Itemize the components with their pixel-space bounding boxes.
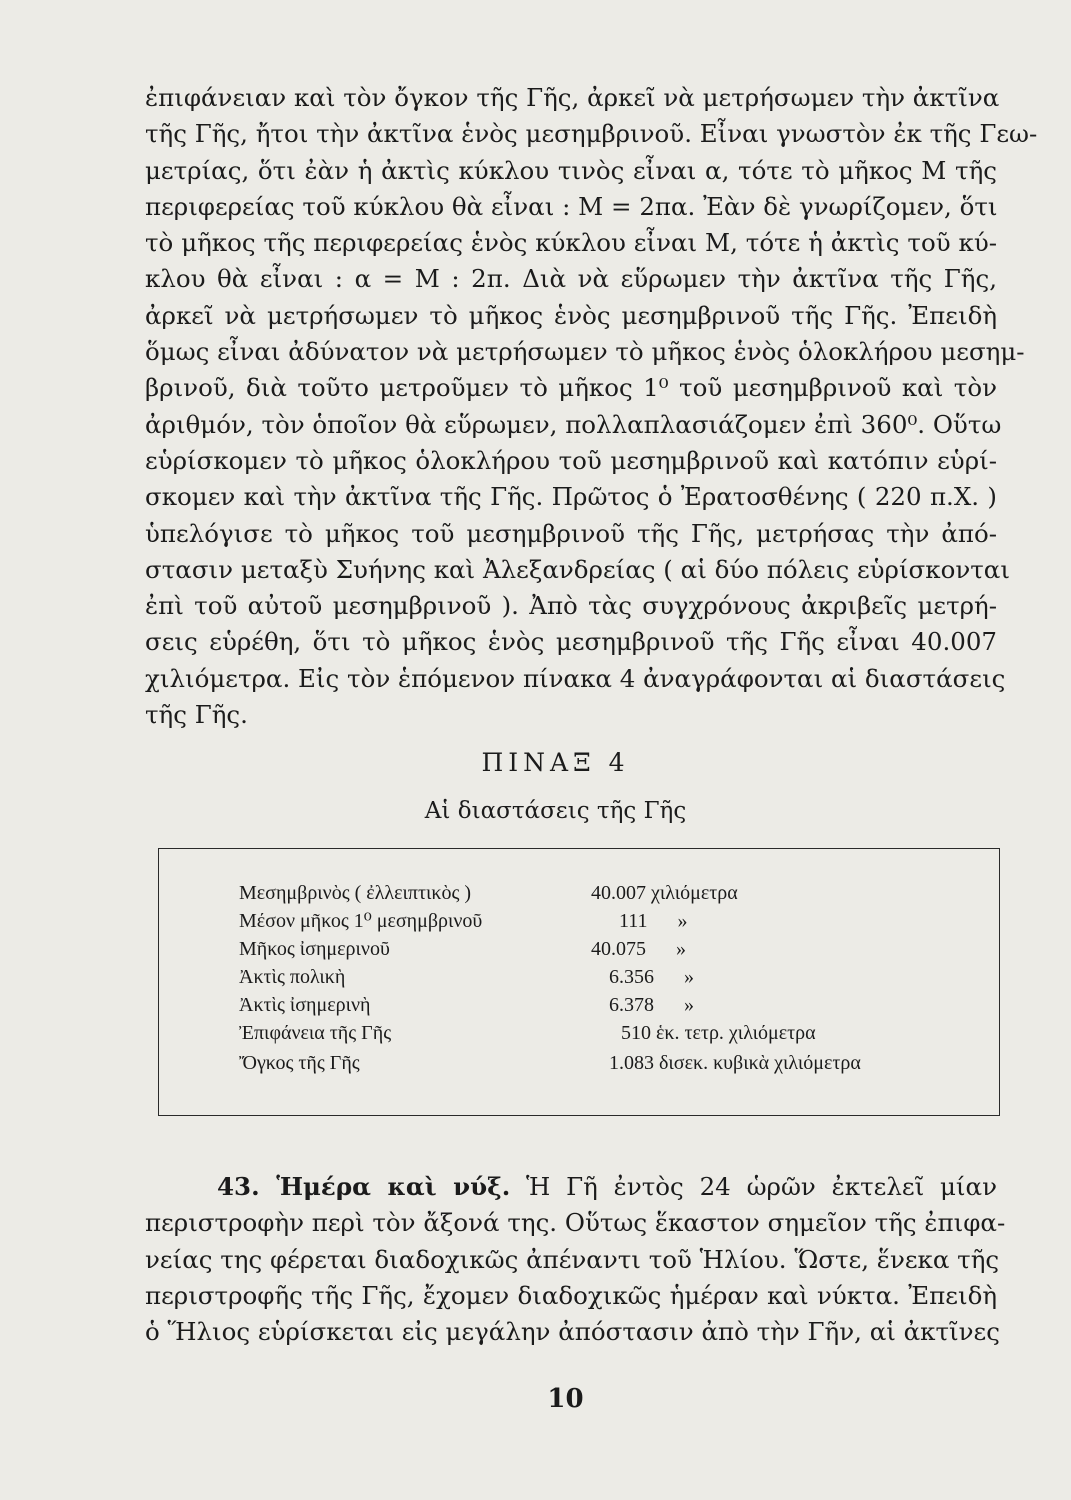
table-row xyxy=(159,935,999,963)
page-number: 10 xyxy=(547,1384,584,1414)
row-label: Ἀκτὶς ἰσημερινὴ xyxy=(239,994,371,1016)
row-value: 111 » xyxy=(619,910,688,932)
text-line: ὑπελόγισε τὸ μῆκος τοῦ μεσημβρινοῦ τῆς Γῆς, μετρήσας τὴν ἀπό- xyxy=(145,518,997,548)
table-row xyxy=(159,1049,999,1077)
table-row xyxy=(159,963,999,991)
text-line: ἐπὶ τοῦ αὐτοῦ μεσημβρινοῦ ). Ἀπὸ τὰς συγχρόνους ἀκριβεῖς μετρή- xyxy=(145,591,997,621)
text-line: ὁ Ἥλιος εὑρίσκεται εἰς μεγάλην ἀπόστασιν ἀπὸ τὴν Γῆν, αἱ ἀκτῖνες xyxy=(145,1317,1000,1347)
text-line: τῆς Γῆς. xyxy=(145,700,248,730)
top-paragraph xyxy=(145,80,1038,733)
text-line: περιφερείας τοῦ κύκλου θὰ εἶναι : Μ = 2πα. Ἐὰν δὲ γνωρίζομεν, ὅτι xyxy=(145,191,998,221)
section-first-line: Ἡ Γῆ ἐντὸς 24 ὡρῶν ἐκτελεῖ μίαν xyxy=(526,1172,997,1201)
text-line: σεις εὑρέθη, ὅτι τὸ μῆκος ἑνὸς μεσημβρινοῦ τῆς Γῆς εἶναι 40.007 xyxy=(145,627,997,657)
row-label: Ὄγκος τῆς Γῆς xyxy=(239,1052,360,1074)
row-value: 510 ἑκ. τετρ. χιλιόμετρα xyxy=(621,1022,816,1044)
text-line: σκομεν καὶ τὴν ἀκτῖνα τῆς Γῆς. Πρῶτος ὁ Ἐρατοσθένης ( 220 π.Χ. ) xyxy=(145,482,997,512)
section-paragraph xyxy=(145,1169,1006,1350)
text-line: ὅμως εἶναι ἀδύνατον νὰ μετρήσωμεν τὸ μῆκος ἑνὸς ὁλοκλήρου μεσημ- xyxy=(145,337,1025,367)
earth-dimensions-table xyxy=(158,848,1000,1116)
text-line: τὸ μῆκος τῆς περιφερείας ἑνὸς κύκλου εἶναι Μ, τότε ἡ ἀκτὶς τοῦ κύ- xyxy=(145,228,997,258)
row-label: Μέσον μῆκος 1⁰ μεσημβρινοῦ xyxy=(239,910,483,932)
text-line: χιλιόμετρα. Εἰς τὸν ἑπόμενον πίνακα 4 ἀναγράφονται αἱ διαστάσεις xyxy=(145,663,1006,693)
text-line: περιστροφῆς τῆς Γῆς, ἔχομεν διαδοχικῶς ἡμέραν καὶ νύκτα. Ἐπειδὴ xyxy=(145,1280,997,1310)
text-line: κλου θὰ εἶναι : α = Μ : 2π. Διὰ νὰ εὕρωμεν τὴν ἀκτῖνα τῆς Γῆς, xyxy=(145,264,997,294)
text-line: νείας της φέρεται διαδοχικῶς ἀπέναντι τοῦ Ἡλίου. Ὥστε, ἕνεκα τῆς xyxy=(145,1244,1000,1274)
table-row xyxy=(159,1019,999,1047)
table-caption: Αἱ διαστάσεις τῆς Γῆς xyxy=(424,798,687,824)
text-line: μετρίας, ὅτι ἐὰν ἡ ἀκτὶς κύκλου τινὸς εἶναι α, τότε τὸ μῆκος Μ τῆς xyxy=(145,155,997,185)
table-row xyxy=(159,991,999,1019)
text-line: ἀριθμόν, τὸν ὁποῖον θὰ εὕρωμεν, πολλαπλασιάζομεν ἐπὶ 360⁰. Οὕτω xyxy=(145,409,1002,439)
text-line: ἀρκεῖ νὰ μετρήσωμεν τὸ μῆκος ἑνὸς μεσημβρινοῦ τῆς Γῆς. Ἐπειδὴ xyxy=(145,300,997,330)
text-line: βρινοῦ, διὰ τοῦτο μετροῦμεν τὸ μῆκος 1⁰ τοῦ μεσημβρινοῦ καὶ τὸν xyxy=(145,373,997,403)
text-line: εὑρίσκομεν τὸ μῆκος ὁλοκλήρου τοῦ μεσημβρινοῦ καὶ κατόπιν εὑρί- xyxy=(145,445,997,475)
row-value: 1.083 δισεκ. κυβικὰ χιλιόμετρα xyxy=(609,1052,861,1074)
row-value: 40.075 » xyxy=(591,938,686,960)
text-line: ἐπιφάνειαν καὶ τὸν ὄγκον τῆς Γῆς, ἀρκεῖ νὰ μετρήσωμεν τὴν ἀκτῖνα xyxy=(145,83,1000,112)
section-heading: 43. Ἡμέρα καὶ νύξ. xyxy=(217,1172,511,1201)
row-label: Μεσημβρινὸς ( ἐλλειπτικὸς ) xyxy=(239,882,472,904)
row-value: 40.007 χιλιόμετρα xyxy=(591,882,738,904)
text-line xyxy=(145,1169,997,1205)
text-line: περιστροφὴν περὶ τὸν ἄξονά της. Οὕτως ἕκαστον σημεῖον τῆς ἐπιφα- xyxy=(145,1208,1006,1238)
table-row xyxy=(159,907,999,935)
row-value: 6.378 » xyxy=(609,994,694,1016)
text-line: στασιν μεταξὺ Συήνης καὶ Ἀλεξανδρείας ( αἱ δύο πόλεις εὑρίσκονται xyxy=(145,554,1010,584)
row-label: Μῆκος ἰσημερινοῦ xyxy=(239,938,390,960)
row-value: 6.356 » xyxy=(609,966,694,988)
table-row xyxy=(159,879,999,907)
row-label: Ἐπιφάνεια τῆς Γῆς xyxy=(239,1022,392,1044)
row-label: Ἀκτὶς πολικὴ xyxy=(239,966,346,988)
text-line: τῆς Γῆς, ἤτοι τὴν ἀκτῖνα ἑνὸς μεσημβρινοῦ. Εἶναι γνωστὸν ἐκ τῆς Γεω- xyxy=(145,119,1038,149)
table-title: ΠΙΝΑΞ 4 xyxy=(481,748,630,777)
